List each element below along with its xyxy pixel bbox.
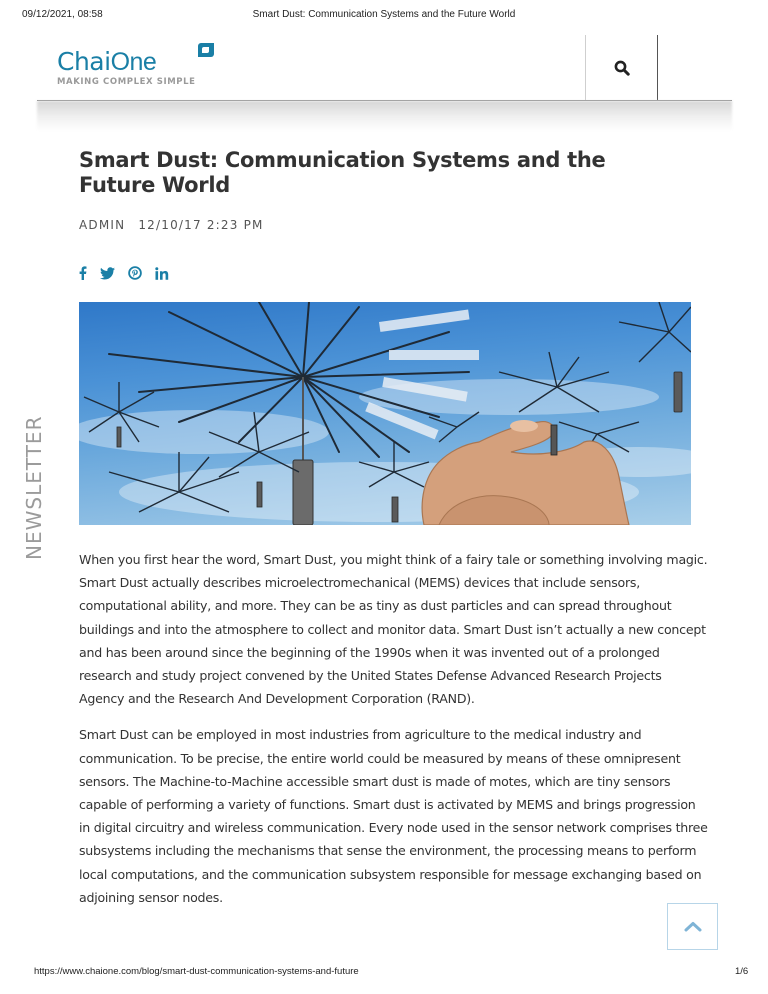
newsletter-tab[interactable]: NEWSLETTER bbox=[22, 415, 46, 560]
linkedin-icon bbox=[155, 267, 169, 280]
share-links bbox=[79, 265, 699, 281]
logo-tagline: MAKING COMPLEX SIMPLE bbox=[57, 77, 196, 87]
print-datetime: 09/12/2021, 08:58 bbox=[22, 9, 103, 20]
pinterest-icon bbox=[128, 266, 142, 280]
search-button[interactable] bbox=[585, 35, 658, 100]
logo-mark-icon bbox=[198, 43, 214, 57]
header-shadow bbox=[37, 101, 732, 131]
share-linkedin[interactable] bbox=[155, 267, 169, 280]
print-header bbox=[0, 0, 768, 30]
article-title: Smart Dust: Communication Systems and the Future World bbox=[79, 148, 606, 197]
print-doc-title: Smart Dust: Communication Systems and the Future World bbox=[252, 9, 516, 20]
search-icon bbox=[614, 60, 630, 76]
article-date: 12/10/17 2:23 PM bbox=[138, 218, 264, 232]
chaione-logo[interactable] bbox=[57, 47, 196, 87]
article-body bbox=[79, 548, 709, 922]
share-facebook[interactable] bbox=[79, 266, 87, 280]
smart-dust-illustration bbox=[79, 302, 691, 525]
facebook-icon bbox=[79, 266, 87, 280]
article-paragraph: Smart Dust can be employed in most industries from agriculture to the medical industry and communication. To be precise, the entire world could be measured by means of these omnipresent sensors. The Machine-to-Machine accessible smart dust is made of motes, which are tiny sensors capable of performing a variety of functions. Smart dust is activated by MEMS and brings progression in digital circuitry and wireless communication. Every node used in the sensor network comprises three subsystems including the mechanisms that sense the environment, the processing means to perform local computations, and the communication subsystem responsible for message exchanging based on adjoining sensor nodes. bbox=[79, 727, 708, 905]
article-paragraph: When you first hear the word, Smart Dust, you might think of a fairy tale or something involving magic. Smart Dust actually describes microelectromechanical (MEMS) devices that include sensors, computational ability, and more. They can be as tiny as dust particles and can spread throughout buildings and into the atmosphere to collect and monitor data. Smart Dust isn’t actually a new concept and has been around since the beginning of the 1990s when it was invented out of a prolonged research and study project convened by the United States Defense Advanced Research Projects Agency and the Research And Development Corporation (RAND). bbox=[79, 552, 708, 707]
hero-image bbox=[79, 302, 691, 525]
print-page-number: 1/6 bbox=[735, 966, 749, 977]
chevron-up-icon bbox=[684, 921, 702, 932]
twitter-icon bbox=[100, 267, 115, 280]
back-to-top-button[interactable] bbox=[667, 903, 718, 950]
print-url: https://www.chaione.com/blog/smart-dust-communication-systems-and-future bbox=[34, 966, 359, 977]
article-meta bbox=[79, 218, 699, 232]
article-author[interactable]: ADMIN bbox=[79, 218, 126, 232]
logo-wordmark: ChaiOne bbox=[57, 50, 196, 74]
article-header bbox=[79, 148, 699, 281]
share-twitter[interactable] bbox=[100, 267, 115, 280]
site-header bbox=[37, 35, 732, 101]
share-pinterest[interactable] bbox=[128, 266, 142, 280]
